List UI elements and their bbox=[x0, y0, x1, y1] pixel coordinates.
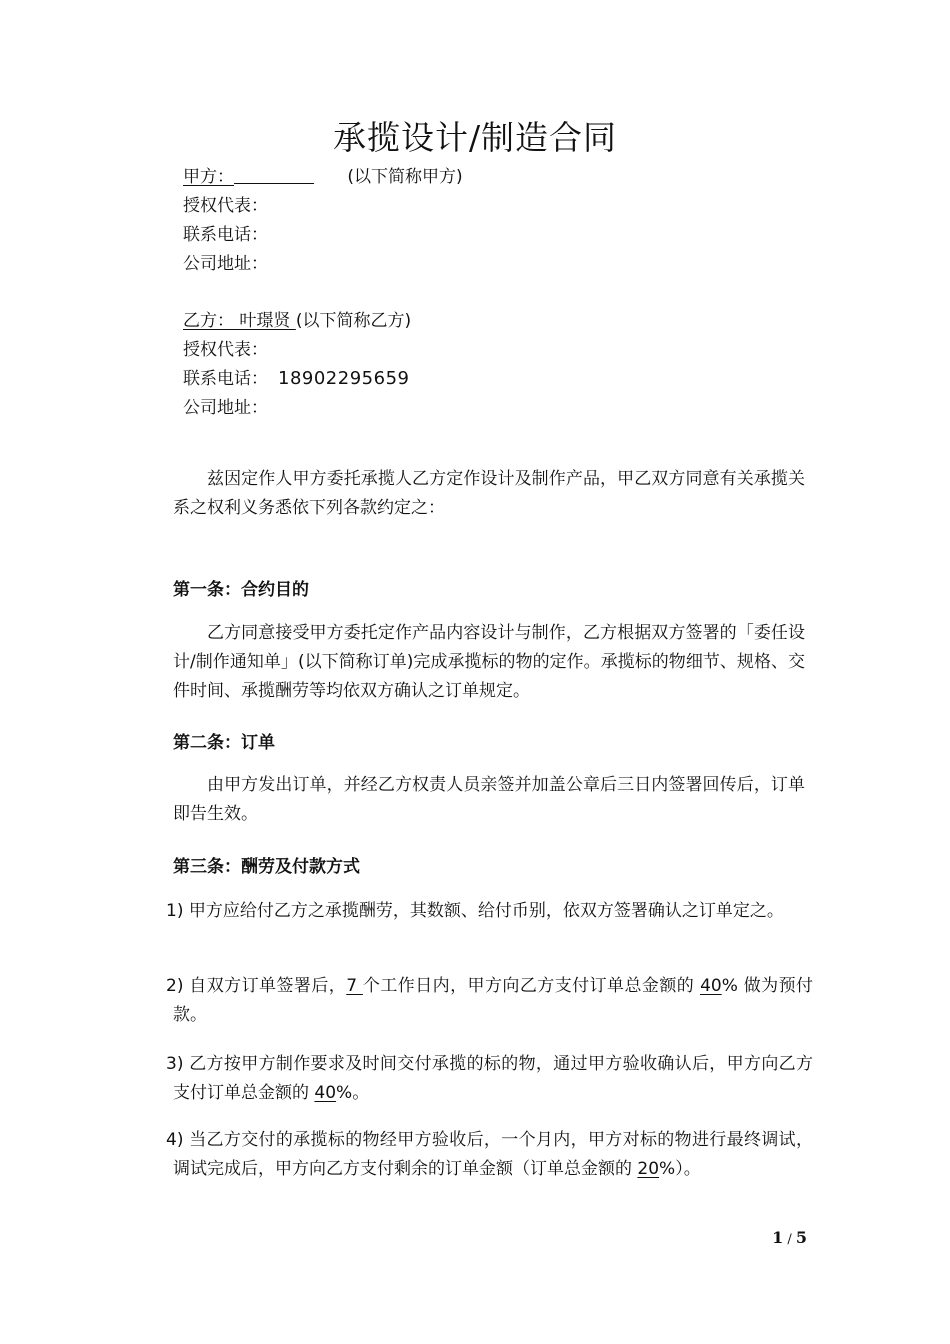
payment-item-1: 1) 甲方应给付乙方之承揽酬劳，其数额、给付币别，依双方签署确认之订单定之。 bbox=[166, 901, 784, 921]
payment-days: 7 bbox=[346, 976, 363, 996]
contract-title: 承揽设计/制造合同 bbox=[332, 118, 618, 157]
party-b-address: 公司地址： bbox=[183, 398, 268, 418]
payment-item-2-text-c: % 做为预付款。 bbox=[173, 976, 814, 1025]
final-payment-percent: 20 bbox=[637, 1159, 660, 1179]
party-b-phone-line bbox=[183, 364, 409, 389]
party-b-phone-value: 18902295659 bbox=[278, 368, 410, 389]
payment-item-4 bbox=[166, 1126, 813, 1184]
total-pages: 5 bbox=[795, 1228, 807, 1247]
article-2-body: 由甲方发出订单，并经乙方权责人员亲签并加盖公章后三日内签署回传后，订单即告生效。 bbox=[173, 775, 805, 824]
party-a-rep: 授权代表： bbox=[183, 196, 268, 216]
current-page: 1 bbox=[772, 1228, 784, 1247]
intro-paragraph: 兹因定作人甲方委托承揽人乙方定作设计及制作产品，甲乙双方同意有关承揽关系之权利义务悉依下列各款约定之： bbox=[173, 469, 805, 518]
party-b-rep: 授权代表： bbox=[183, 340, 268, 360]
payment-item-2 bbox=[166, 972, 813, 1030]
party-b-name: 叶璟贤 bbox=[234, 311, 296, 331]
article-2-heading: 第二条：订单 bbox=[173, 733, 275, 753]
party-a-phone: 联系电话： bbox=[183, 225, 268, 245]
page-number bbox=[772, 1228, 807, 1247]
payment-item-3 bbox=[166, 1050, 813, 1108]
prepayment-percent: 40 bbox=[700, 976, 722, 996]
payment-item-4-text-a: 4) 当乙方交付的承揽标的物经甲方验收后，一个月内，甲方对标的物进行最终调试，调试完成后，甲方向乙方支付剩余的订单金额（订单总金额的 bbox=[166, 1130, 813, 1179]
page-separator: / bbox=[783, 1232, 796, 1247]
payment-item-4-text-b: %）。 bbox=[659, 1159, 701, 1179]
party-a-line bbox=[183, 162, 463, 187]
payment-item-3-text-a: 3) 乙方按甲方制作要求及时间交付承揽的标的物，通过甲方验收确认后，甲方向乙方支付订单总金额的 bbox=[166, 1054, 813, 1103]
article-1-heading: 第一条：合约目的 bbox=[173, 580, 309, 600]
delivery-payment-percent: 40 bbox=[314, 1083, 337, 1103]
party-b-line bbox=[183, 306, 411, 331]
payment-item-2-text-a: 2) 自双方订单签署后， bbox=[166, 976, 347, 996]
party-a-label: 甲方： bbox=[183, 167, 234, 187]
party-b-phone-label: 联系电话： bbox=[183, 369, 268, 389]
article-1-body: 乙方同意接受甲方委托定作产品内容设计与制作，乙方根据双方签署的「委任设计/制作通知单」(以下简称订单)完成承揽标的物的定作。承揽标的物细节、规格、交件时间、承揽酬劳等均依双方确认之订单规定。 bbox=[173, 623, 805, 701]
party-b-label: 乙方： bbox=[183, 311, 234, 331]
payment-item-2-text-b: 个工作日内，甲方向乙方支付订单总金额的 bbox=[362, 976, 701, 996]
article-3-heading: 第三条：酬劳及付款方式 bbox=[173, 857, 360, 877]
party-a-blank bbox=[234, 165, 314, 184]
party-a-note: (以下简称甲方) bbox=[347, 167, 463, 187]
party-b-note: (以下简称乙方) bbox=[295, 311, 412, 331]
party-a-address: 公司地址： bbox=[183, 254, 268, 274]
payment-item-3-text-b: %。 bbox=[336, 1083, 370, 1103]
